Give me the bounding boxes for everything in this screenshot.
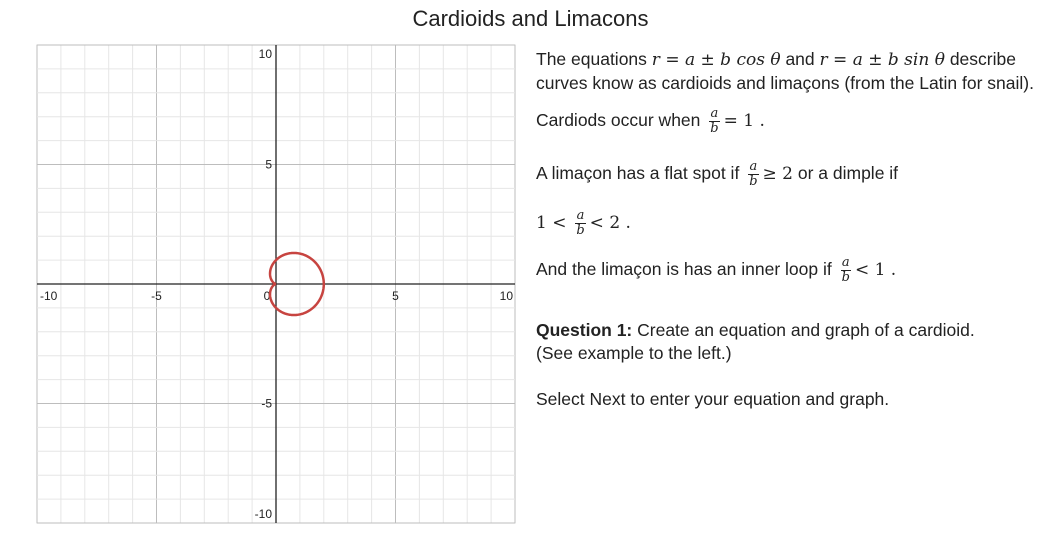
question-label: Question 1: <box>536 320 633 340</box>
cardioid-condition-text: Cardiods occur when <box>536 110 701 131</box>
x-tick-label: -5 <box>151 289 162 303</box>
x-tick-label: 0 <box>263 289 271 303</box>
instructions-panel <box>536 44 1036 411</box>
intro-text-pre: The equations <box>536 49 647 69</box>
fraction-a-over-b: $\frac{a}{b}$ <box>710 106 719 136</box>
y-tick-label: -5 <box>261 396 272 411</box>
x-tick-label: 10 <box>499 289 513 303</box>
y-tick-label: 5 <box>265 157 272 172</box>
x-tick-label: -10 <box>40 289 58 303</box>
question-note: (See example to the left.) <box>536 343 732 363</box>
fraction-a-over-b: $\frac{a}{b}$ <box>841 255 850 285</box>
flat-spot-text: A limaçon has a flat spot if <box>536 163 740 184</box>
intro-paragraph <box>536 48 1036 95</box>
y-tick-label: 10 <box>258 47 272 61</box>
fraction-a-over-b: $\frac{a}{b}$ <box>749 159 758 189</box>
dimple-upper-bound: < 2 . <box>589 213 631 234</box>
y-tick-label: -10 <box>254 507 272 521</box>
dimple-lower-bound: 1 < <box>536 213 567 234</box>
flat-spot-eq: ≥ 2 <box>762 164 793 185</box>
dimple-text: or a dimple if <box>797 163 899 184</box>
inner-loop-text: And the limaçon is has an inner loop if <box>536 259 832 280</box>
next-instruction: Select Next to enter your equation and graph. <box>536 389 890 409</box>
cardioid-condition <box>536 107 1036 136</box>
flat-spot-condition <box>536 160 1036 189</box>
equation-cos: r = a ± b cos θ <box>651 50 781 70</box>
equation-sin: r = a ± b sin θ <box>819 50 945 70</box>
intro-text-post: describe curves know as cardioids and limaçons (from the Latin for snail). <box>536 49 1034 93</box>
intro-text-and: and <box>785 49 815 69</box>
page-title: Cardioids and Limacons <box>412 6 649 31</box>
inner-loop-condition <box>536 256 1036 285</box>
cardioid-condition-eq: = 1 . <box>723 111 765 132</box>
x-tick-label: 5 <box>392 289 399 303</box>
inner-loop-eq: < 1 . <box>854 260 897 281</box>
question-text: Create an equation and graph of a cardioid. <box>632 320 975 340</box>
fraction-a-over-b: $\frac{a}{b}$ <box>576 208 585 238</box>
dimple-condition <box>536 209 1036 238</box>
question-block <box>536 319 1036 342</box>
